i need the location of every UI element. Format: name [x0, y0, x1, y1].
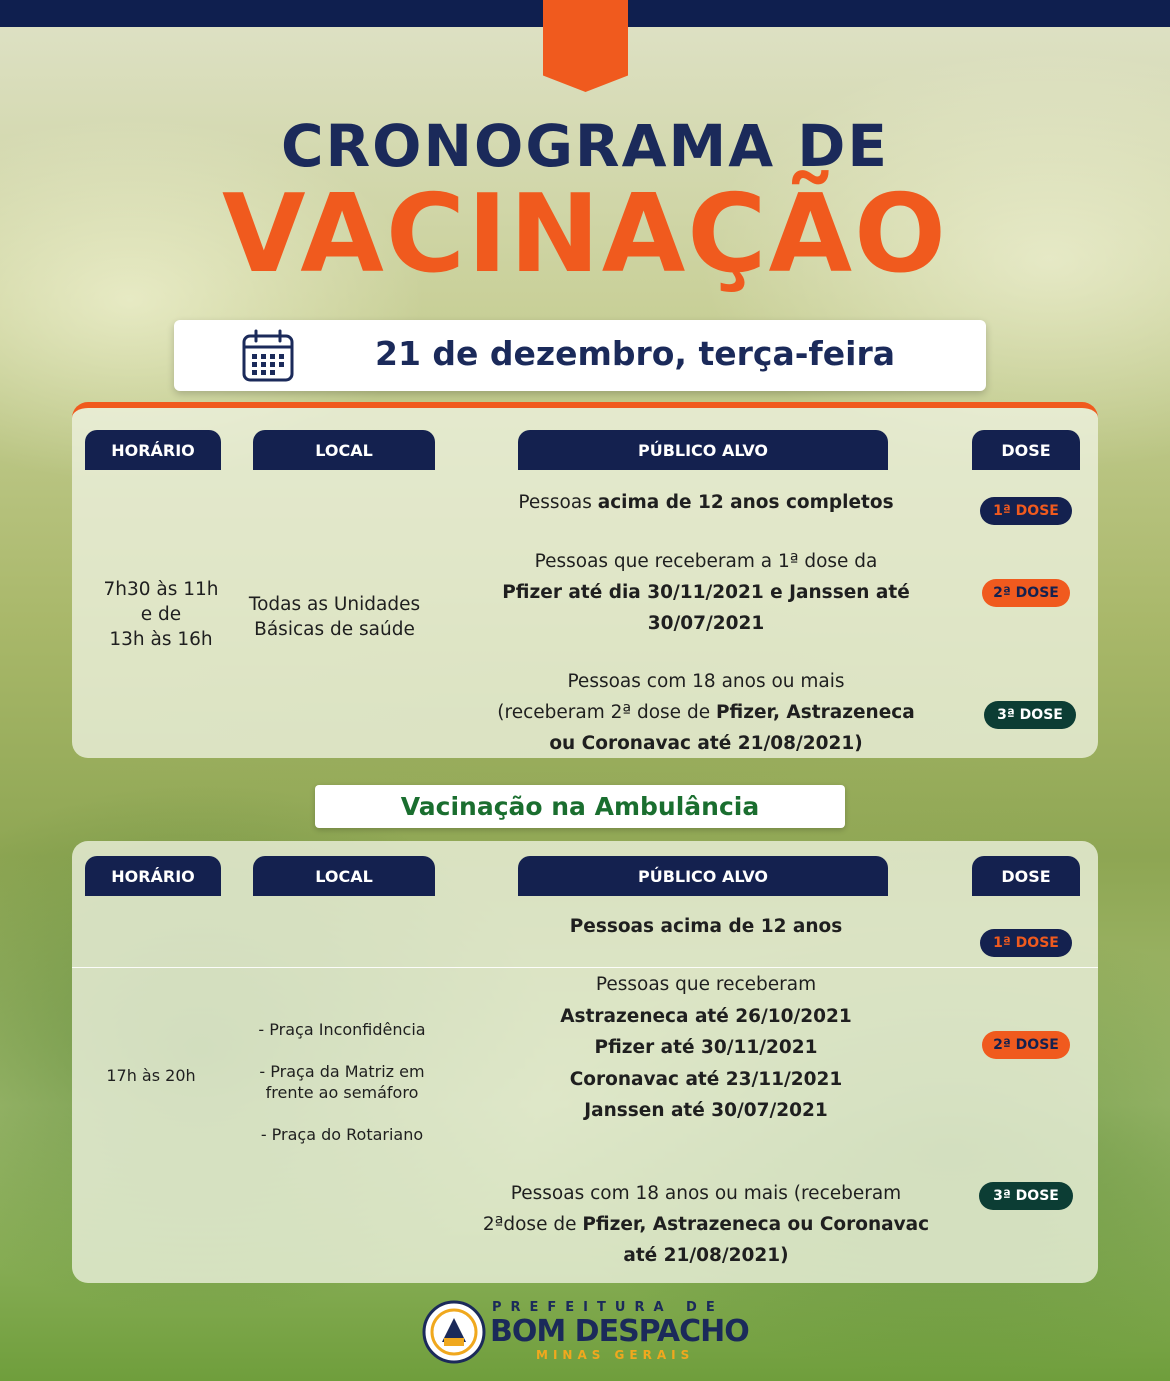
date-box — [174, 320, 986, 391]
ambulance-title: Vacinação na Ambulância — [315, 785, 845, 828]
header-dose: DOSE — [972, 856, 1080, 896]
header-local: LOCAL — [253, 856, 435, 896]
city-emblem-icon — [422, 1300, 486, 1364]
header-publico: PÚBLICO ALVO — [518, 856, 888, 896]
dose-badge-1: 1ª DOSE — [980, 497, 1072, 525]
top-tab-ribbon — [543, 0, 628, 92]
row-divider — [72, 967, 1098, 968]
header-horario: HORÁRIO — [85, 430, 221, 470]
publico-row-1: Pessoas acima de 12 anos — [569, 916, 843, 937]
publico-row-1: Pessoas acima de 12 anos completos — [518, 492, 894, 513]
header-horario: HORÁRIO — [85, 856, 221, 896]
horario-text: 7h30 às 11h e de 13h às 16h — [103, 579, 219, 650]
prefeitura-logo — [422, 1300, 752, 1365]
publico-row-3: Pessoas com 18 anos ou mais (receberam 2ªdose de Pfizer, Astrazeneca ou Coronavac até 21/08/2021) — [482, 1183, 930, 1266]
schedule-panel-units — [72, 402, 1098, 758]
schedule-panel-ambulance — [72, 841, 1098, 1283]
logo-sub-text: MINAS GERAIS — [536, 1348, 695, 1362]
dose-badge-3: 3ª DOSE — [979, 1182, 1073, 1210]
header-dose: DOSE — [972, 430, 1080, 470]
dose-badge-1: 1ª DOSE — [980, 929, 1072, 957]
publico-row-3: Pessoas com 18 anos ou mais (receberam 2ª dose de Pfizer, Astrazeneca ou Coronavac até 21/08/2021) — [497, 671, 915, 754]
dose-badge-2: 2ª DOSE — [982, 579, 1070, 607]
logo-main-text: BOM DESPACHO — [490, 1314, 749, 1349]
local-list: - Praça Inconfidência - Praça da Matriz em frente ao semáforo - Praça do Rotariano — [258, 1020, 426, 1144]
header-publico: PÚBLICO ALVO — [518, 430, 888, 470]
title-line2: VACINAÇÃO — [222, 172, 948, 297]
header-local: LOCAL — [253, 430, 435, 470]
dose-badge-3: 3ª DOSE — [984, 701, 1076, 729]
local-text: Todas as Unidades Básicas de saúde — [248, 594, 421, 640]
publico-row-2: Pessoas que receberam Astrazeneca até 26/10/2021 Pfizer até 30/11/2021 Coronavac até 23/11/2021 Janssen até 30/07/2021 — [560, 974, 852, 1121]
logo-top-text: PREFEITURA DE — [492, 1300, 724, 1315]
date-text: 21 de dezembro, terça-feira — [374, 334, 896, 373]
horario-text: 17h às 20h — [106, 1066, 196, 1085]
title-line1: CRONOGRAMA DE — [280, 112, 890, 180]
publico-row-2: Pessoas que receberam a 1ª dose da Pfizer até dia 30/11/2021 e Janssen até 30/07/2021 — [502, 551, 910, 634]
dose-badge-2: 2ª DOSE — [982, 1031, 1070, 1059]
